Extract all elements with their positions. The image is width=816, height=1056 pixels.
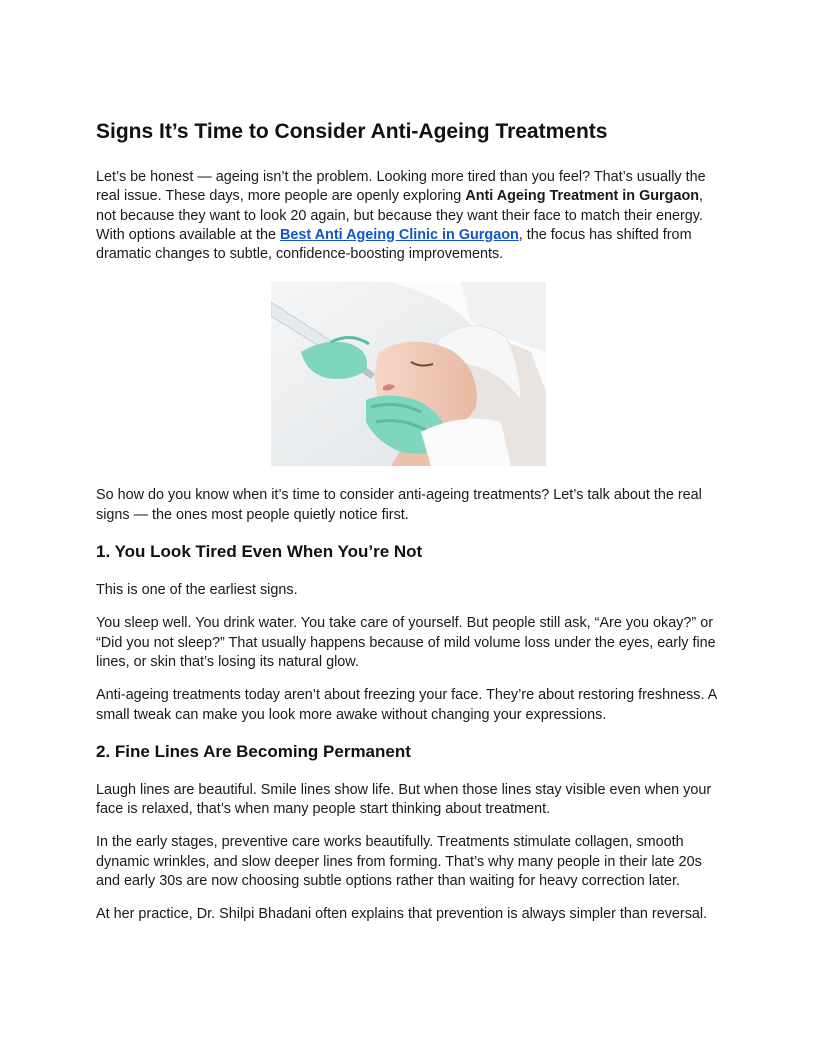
- intro-bold-keyword: Anti Ageing Treatment in Gurgaon: [465, 188, 700, 205]
- clinic-link[interactable]: Best Anti Ageing Clinic in Gurgaon: [280, 226, 519, 243]
- section1-paragraph-1: This is one of the earliest signs.: [96, 582, 298, 599]
- page-title: Signs It’s Time to Consider Anti-Ageing Treatments: [96, 120, 608, 143]
- section2-paragraph-1: Laugh lines are beautiful. Smile lines show life. But when those lines stay visible even when your face is relaxed, that’s when many people start thinking about treatment.: [96, 781, 712, 818]
- section2-paragraph-3: At her practice, Dr. Shilpi Bhadani often explains that prevention is always simpler than reversal.: [96, 906, 708, 923]
- intro-text-3: , the focus has shifted from dramatic changes to subtle, confidence-boosting improvements.: [96, 226, 692, 263]
- intro-text-2: , not because they want to look 20 again, but because they want their face to match their energy. With options available at the: [96, 188, 704, 243]
- intro-text-1: Let’s be honest — ageing isn’t the problem. Looking more tired than you feel? That’s usually the real issue. These days, more people are openly exploring: [96, 169, 706, 205]
- section-heading-1: 1. You Look Tired Even When You’re Not: [96, 542, 423, 562]
- section-heading-2: 2. Fine Lines Are Becoming Permanent: [96, 741, 411, 761]
- signs-paragraph: So how do you know when it’s time to consider anti-ageing treatments? Let’s talk about the real signs — the ones most people quietly notice first.: [96, 487, 702, 523]
- section1-paragraph-2: You sleep well. You drink water. You take care of yourself. But people still ask, “Are you okay?” or “Did you not sleep?” That usually happens because of mild volume loss under the eyes, early fine lines, or skin that’s losing its natural glow.: [96, 615, 716, 670]
- hero-image: [271, 282, 546, 466]
- section1-paragraph-3: Anti-ageing treatments today aren’t about freezing your face. They’re about restoring freshness. A small tweak can make you look more awake without changing your expressions.: [96, 687, 717, 723]
- section2-paragraph-2: In the early stages, preventive care works beautifully. Treatments stimulate collagen, smooth dynamic wrinkles, and slow deeper lines from forming. That’s why many people in their late 20s and early 30s are now choosing subtle options rather than waiting for heavy correction later.: [96, 834, 702, 890]
- intro-paragraph: [96, 168, 720, 264]
- treatment-photo-icon: [271, 282, 546, 466]
